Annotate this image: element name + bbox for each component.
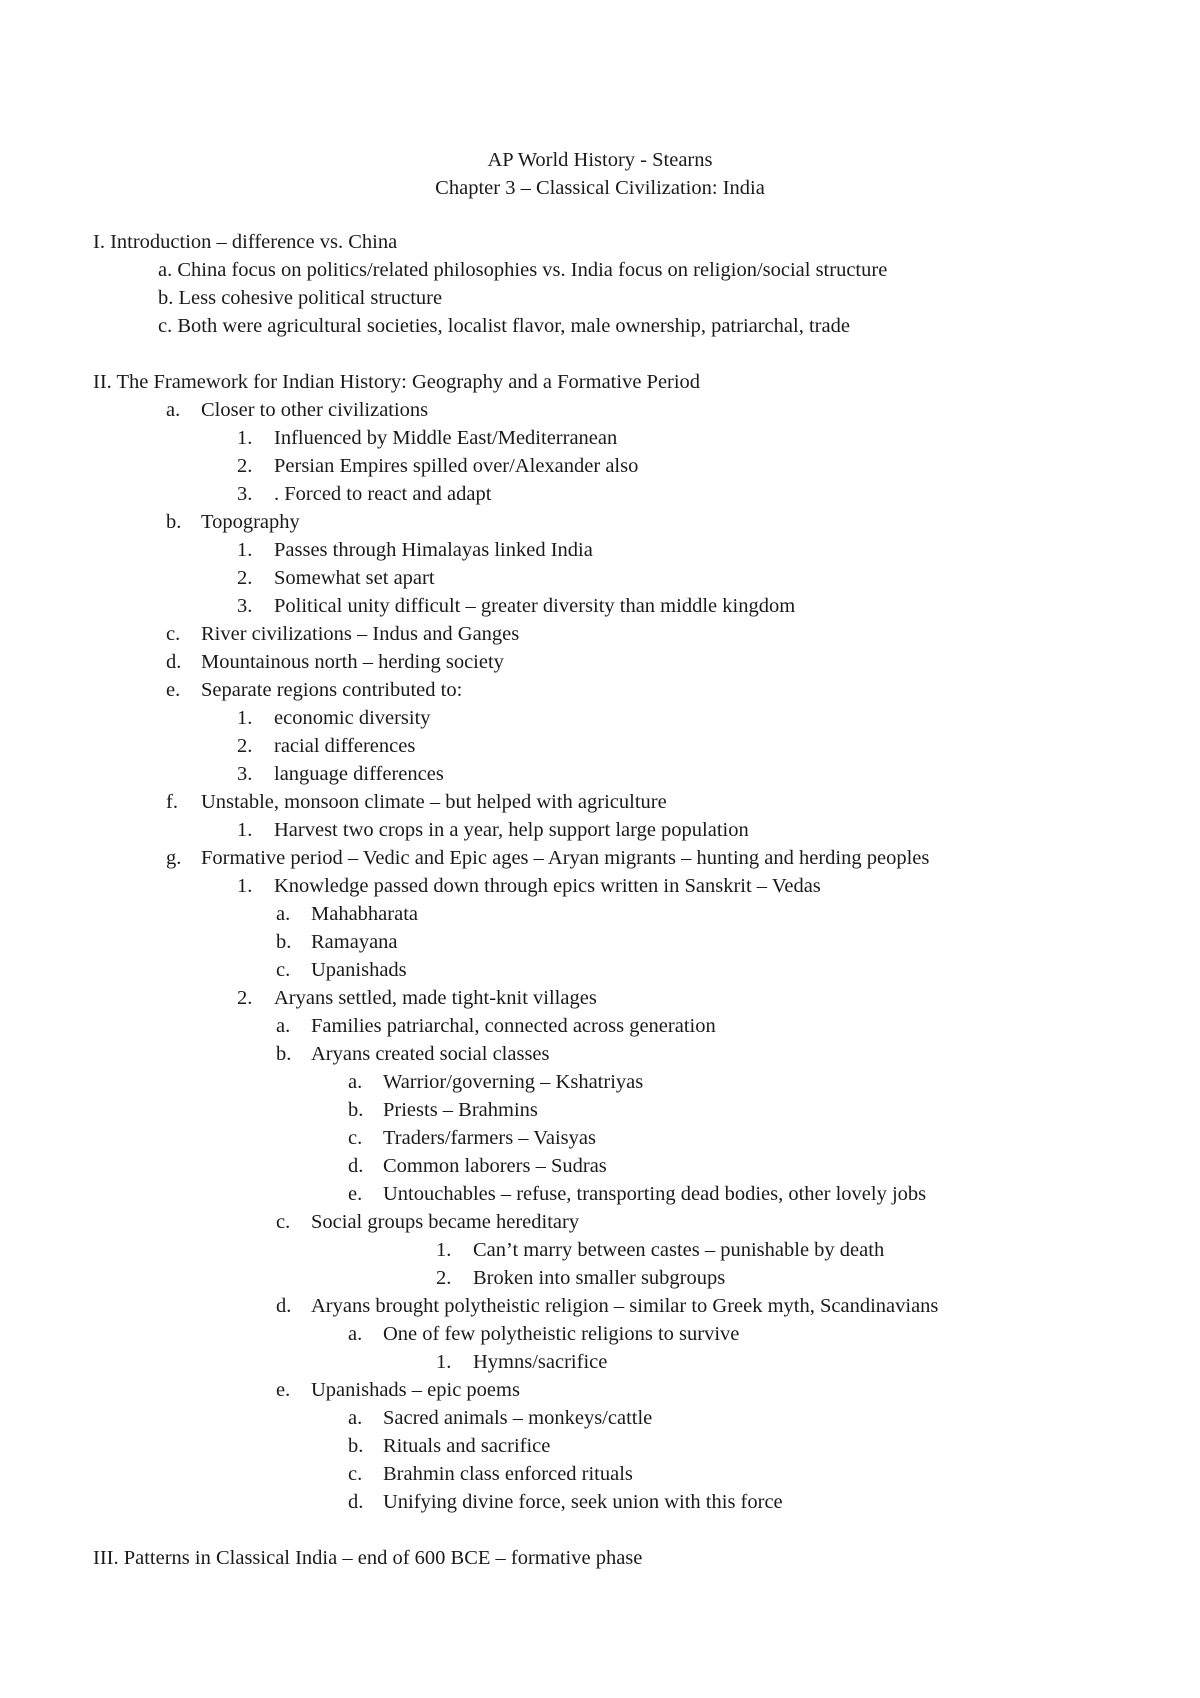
outline-item: Social groups became hereditary (311, 1211, 580, 1233)
outline-marker: d. (166, 651, 182, 673)
outline-marker: 1. (237, 539, 253, 561)
outline-item: Ramayana (311, 931, 398, 953)
outline-item: Mahabharata (311, 903, 418, 925)
outline-marker: b. (276, 931, 292, 953)
outline-marker: d. (276, 1295, 292, 1317)
outline-marker: e. (348, 1183, 363, 1205)
outline-item: economic diversity (274, 707, 431, 729)
outline-item: Brahmin class enforced rituals (383, 1463, 633, 1485)
outline-item: a. China focus on politics/related philosophies vs. India focus on religion/social structure (158, 259, 888, 281)
outline-marker: b. (348, 1099, 364, 1121)
outline-item: One of few polytheistic religions to survive (383, 1323, 740, 1345)
outline-item: Hymns/sacrifice (473, 1351, 608, 1373)
outline-item: Separate regions contributed to: (201, 679, 463, 701)
outline-item: Broken into smaller subgroups (473, 1267, 726, 1289)
outline-marker: c. (348, 1127, 363, 1149)
outline-item: b. Less cohesive political structure (158, 287, 443, 309)
outline-item: Untouchables – refuse, transporting dead bodies, other lovely jobs (383, 1183, 927, 1205)
outline-marker: 3. (237, 483, 253, 505)
outline-item: c. Both were agricultural societies, localist flavor, male ownership, patriarchal, trade (158, 315, 850, 337)
outline-item: Rituals and sacrifice (383, 1435, 551, 1457)
outline-marker: 1. (237, 427, 253, 449)
outline-marker: 1. (436, 1239, 452, 1261)
outline-marker: 1. (237, 875, 253, 897)
outline-marker: a. (348, 1323, 363, 1345)
outline-marker: e. (166, 679, 181, 701)
outline-marker: a. (166, 399, 181, 421)
outline-item: Unstable, monsoon climate – but helped with agriculture (201, 791, 667, 813)
section-heading: II. The Framework for Indian History: Geography and a Formative Period (93, 371, 701, 393)
outline-item: Formative period – Vedic and Epic ages – Aryan migrants – hunting and herding peoples (201, 847, 930, 869)
outline-item: Persian Empires spilled over/Alexander also (274, 455, 639, 477)
outline-item: Families patriarchal, connected across generation (311, 1015, 716, 1037)
outline-marker: 2. (436, 1267, 452, 1289)
outline-marker: 1. (237, 707, 253, 729)
outline-marker: d. (348, 1155, 364, 1177)
section-heading: III. Patterns in Classical India – end of 600 BCE – formative phase (93, 1547, 643, 1569)
outline-item: Aryans settled, made tight-knit villages (274, 987, 597, 1009)
outline-marker: 2. (237, 455, 253, 477)
outline-marker: b. (276, 1043, 292, 1065)
outline-marker: 3. (237, 763, 253, 785)
outline-item: Can’t marry between castes – punishable by death (473, 1239, 885, 1261)
outline-marker: b. (166, 511, 182, 533)
outline-marker: a. (276, 1015, 291, 1037)
outline-marker: 1. (237, 819, 253, 841)
outline-marker: e. (276, 1379, 291, 1401)
outline-marker: c. (276, 1211, 291, 1233)
outline-item: Warrior/governing – Kshatriyas (383, 1071, 644, 1093)
section-heading: I. Introduction – difference vs. China (93, 231, 398, 253)
outline-item: Upanishads – epic poems (311, 1379, 520, 1401)
outline-marker: a. (276, 903, 291, 925)
outline-item: Priests – Brahmins (383, 1099, 538, 1121)
outline-marker: a. (348, 1071, 363, 1093)
outline-item: Upanishads (311, 959, 407, 981)
outline-item: Aryans brought polytheistic religion – similar to Greek myth, Scandinavians (311, 1295, 939, 1317)
outline-marker: 1. (436, 1351, 452, 1373)
outline-item: Aryans created social classes (311, 1043, 550, 1065)
outline-item: Harvest two crops in a year, help support large population (274, 819, 749, 841)
outline-item: Mountainous north – herding society (201, 651, 504, 673)
outline-marker: a. (348, 1407, 363, 1429)
outline-marker: c. (348, 1463, 363, 1485)
outline-item: Sacred animals – monkeys/cattle (383, 1407, 653, 1429)
outline-item: Influenced by Middle East/Mediterranean (274, 427, 618, 449)
document-title: AP World History - Stearns (487, 149, 713, 171)
outline-item: . Forced to react and adapt (274, 483, 492, 505)
outline-marker: g. (166, 847, 182, 869)
outline-item: Traders/farmers – Vaisyas (383, 1127, 596, 1149)
outline-marker: 2. (237, 987, 253, 1009)
outline-marker: 2. (237, 735, 253, 757)
document-subtitle: Chapter 3 – Classical Civilization: India (435, 177, 765, 199)
outline-marker: f. (166, 791, 178, 813)
outline-item: language differences (274, 763, 444, 785)
outline-item: Somewhat set apart (274, 567, 435, 589)
outline-item: Topography (201, 511, 300, 533)
outline-marker: b. (348, 1435, 364, 1457)
outline-item: Knowledge passed down through epics written in Sanskrit – Vedas (274, 875, 821, 897)
outline-item: Political unity difficult – greater diversity than middle kingdom (274, 595, 796, 617)
outline-item: Passes through Himalayas linked India (274, 539, 593, 561)
outline-item: Closer to other civilizations (201, 399, 429, 421)
outline-marker: 2. (237, 567, 253, 589)
outline-item: Unifying divine force, seek union with this force (383, 1491, 783, 1513)
outline-marker: 3. (237, 595, 253, 617)
outline-item: racial differences (274, 735, 416, 757)
outline-marker: c. (276, 959, 291, 981)
outline-item: Common laborers – Sudras (383, 1155, 607, 1177)
outline-marker: d. (348, 1491, 364, 1513)
outline-item: River civilizations – Indus and Ganges (201, 623, 520, 645)
outline-marker: c. (166, 623, 181, 645)
